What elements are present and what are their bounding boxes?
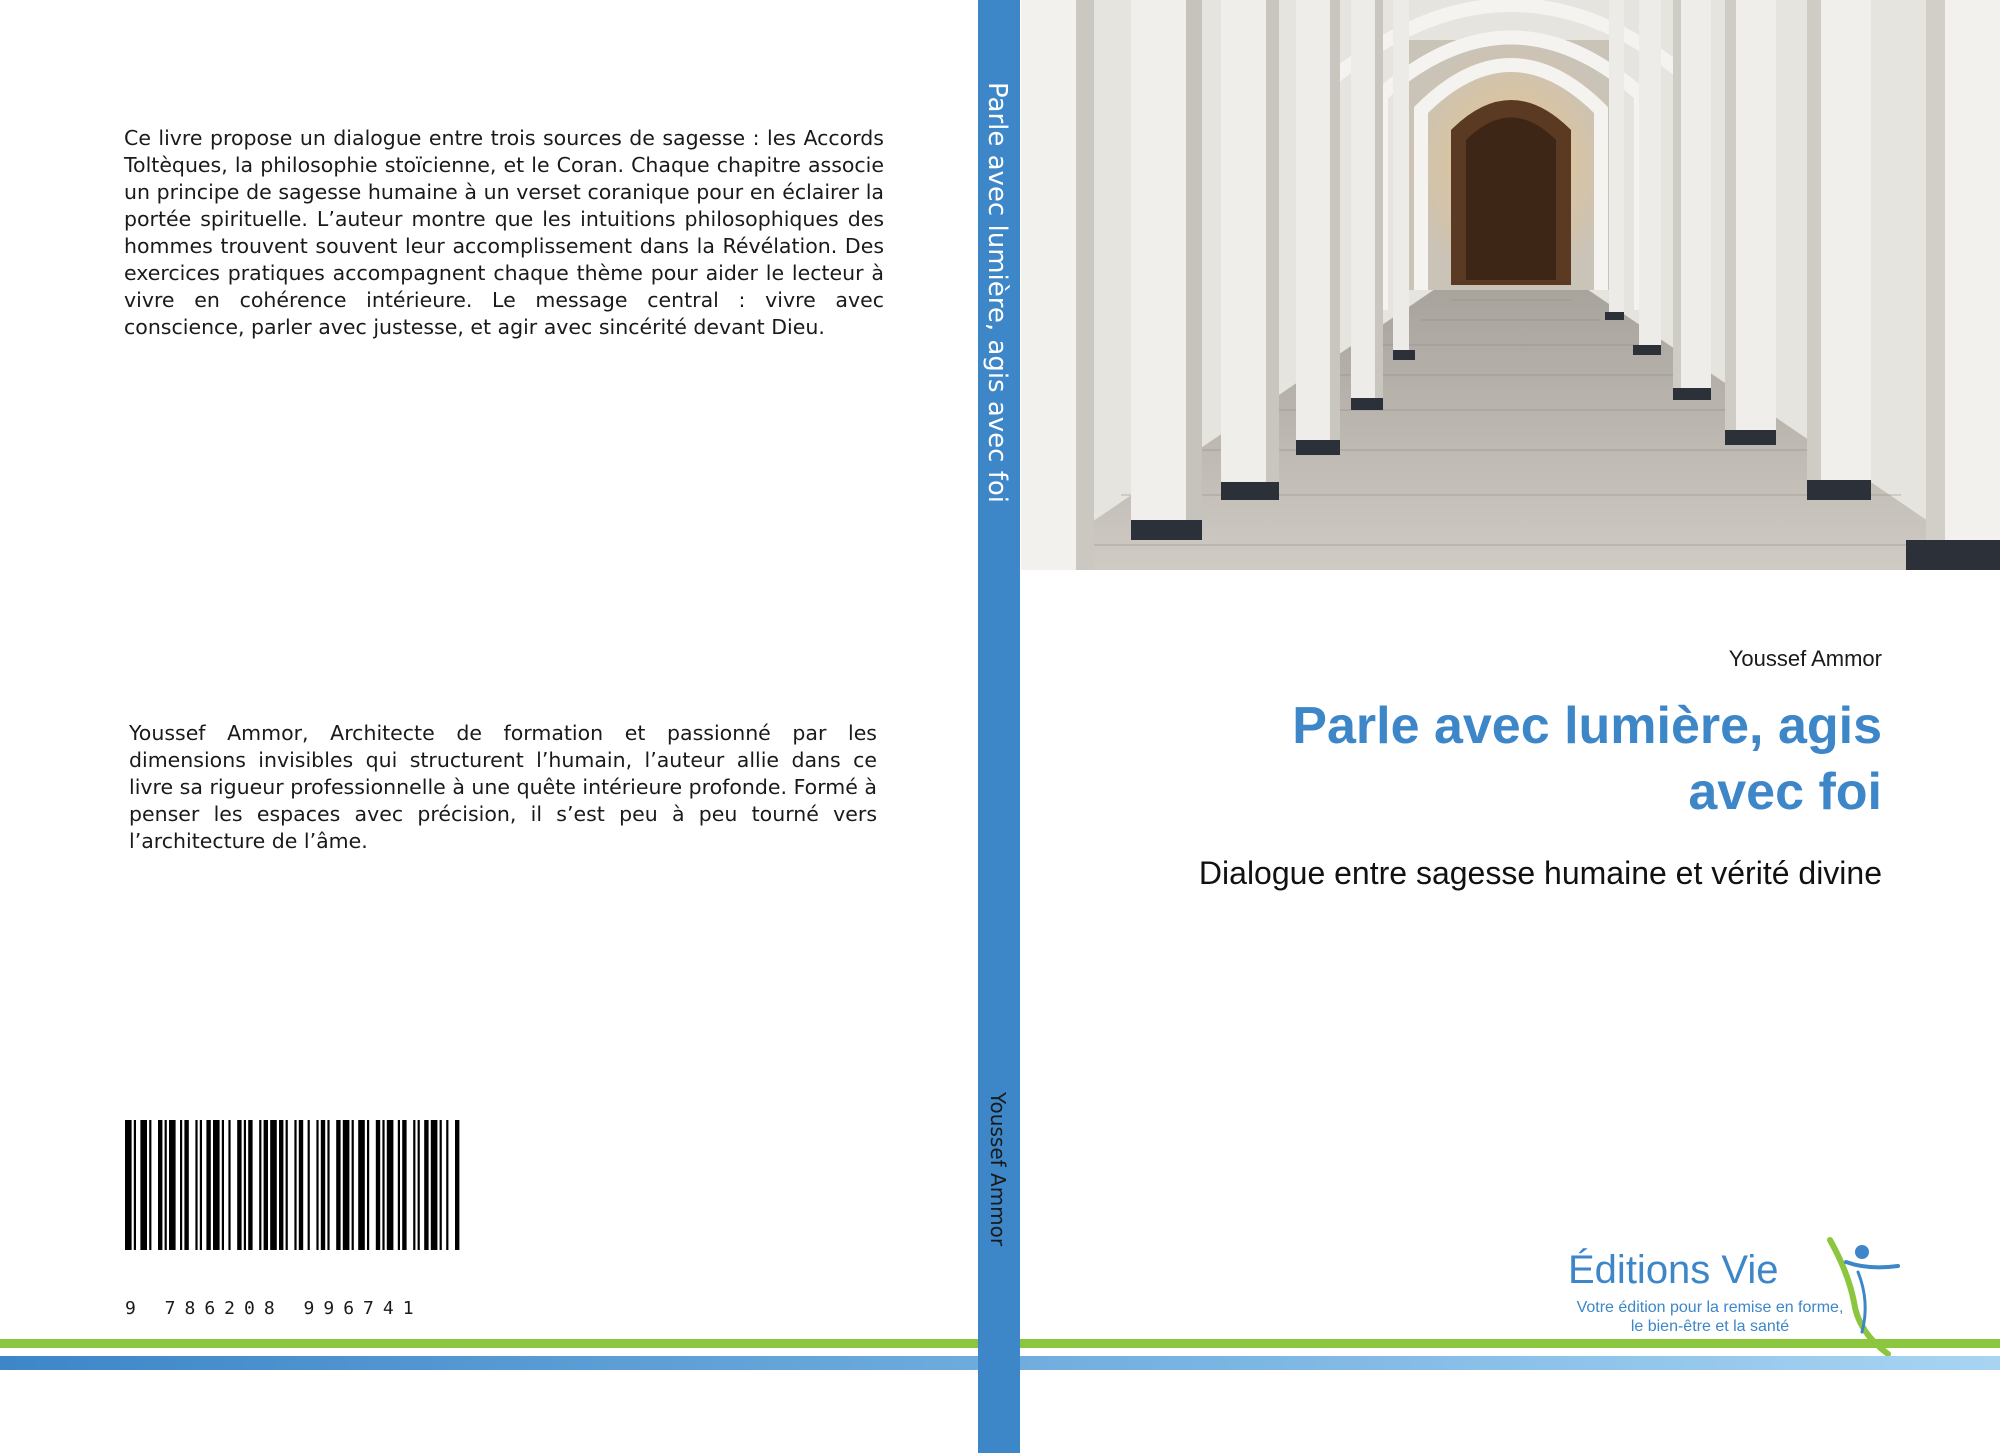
barcode-bar: [184, 1120, 188, 1250]
barcode-bar: [134, 1120, 136, 1250]
barcode-bar: [195, 1120, 197, 1250]
front-title: Parle avec lumière, agis avec foi: [1292, 697, 1882, 821]
barcode-bars: [125, 1120, 465, 1250]
barcode-bar: [279, 1120, 283, 1250]
back-cover-blurb: Ce livre propose un dialogue entre trois sources de sagesse : les Accords Toltèques, la philosophie stoïcienne, et le Coran. Chaque chapitre associe un principe de sagesse humaine à un verset coranique pour en éclairer la portée spirituelle. L’auteur montre que les intuitions philosophiques des hommes trouvent souvent leur accomplissement dans la Révélation. Des exercices pratiques accompagnent chaque thème pour aider le lecteur à vivre en cohérence intérieure. Le message central : vivre avec conscience, parler avec justesse, et agir avec sincérité devant Dieu.: [124, 126, 884, 339]
barcode-bar: [446, 1120, 448, 1250]
barcode-bar: [376, 1120, 380, 1250]
barcode-bar: [259, 1120, 261, 1250]
barcode-bar: [455, 1120, 459, 1250]
front-subtitle: Dialogue entre sagesse humaine et vérité divine: [1198, 855, 1882, 891]
barcode-bar: [169, 1120, 176, 1250]
barcode-bar: [367, 1120, 369, 1250]
barcode-bar: [431, 1120, 438, 1250]
barcode-bar: [125, 1120, 132, 1250]
barcode-bar: [387, 1120, 394, 1250]
barcode-bar: [352, 1120, 354, 1250]
barcode-bar: [424, 1120, 428, 1250]
front-author: Youssef Ammor: [1728, 646, 1882, 671]
barcode-bar: [316, 1120, 318, 1250]
barcode-bar: [321, 1120, 325, 1250]
isbn-barcode: [125, 1120, 465, 1250]
barcode-bar: [140, 1120, 147, 1250]
barcode-bar: [299, 1120, 303, 1250]
spine-bottom: [978, 1330, 1020, 1453]
barcode-bar: [402, 1120, 406, 1250]
barcode-bar: [264, 1120, 268, 1250]
barcode-bar: [398, 1120, 400, 1250]
barcode-bar: [149, 1120, 151, 1250]
cover-photo-colonnade: [1021, 0, 2000, 570]
barcode-bar: [286, 1120, 288, 1250]
barcode-bar: [244, 1120, 246, 1250]
author-bio: Youssef Ammor, Architecte de formation et passionné par les dimensions invisibles qui structurent l’humain, l’auteur allie dans ce livre sa rigueur professionnelle à une quête intérieure profonde. Formé à penser les espaces avec précision, il s’est peu à peu tourné vers l’architecture de l’âme.: [129, 721, 877, 853]
barcode-bar: [294, 1120, 296, 1250]
barcode-bar: [382, 1120, 384, 1250]
barcode-bar: [158, 1120, 162, 1250]
barcode-bar: [237, 1120, 241, 1250]
barcode-bar: [180, 1120, 182, 1250]
barcode-bar: [418, 1120, 420, 1250]
barcode-bar: [336, 1120, 340, 1250]
barcode-bar: [248, 1120, 252, 1250]
barcode-bar: [440, 1120, 442, 1250]
spine-author-text: Youssef Ammor: [986, 1092, 1010, 1247]
barcode-bar: [222, 1120, 224, 1250]
barcode-bar: [343, 1120, 350, 1250]
barcode-bar: [165, 1120, 167, 1250]
barcode-bar: [228, 1120, 230, 1250]
barcode-digits: 9 786208 996741: [125, 1298, 423, 1319]
barcode-bar: [358, 1120, 365, 1250]
barcode-bar: [327, 1120, 329, 1250]
barcode-bar: [213, 1120, 220, 1250]
barcode-bar: [200, 1120, 202, 1250]
publisher-tagline: Votre édition pour la remise en forme, le bien-être et la santé: [1576, 1299, 1844, 1335]
publisher-name: Éditions Vie: [1568, 1248, 1779, 1292]
barcode-bar: [206, 1120, 210, 1250]
barcode-bar: [308, 1120, 310, 1250]
barcode-bar: [270, 1120, 277, 1250]
barcode-bar: [413, 1120, 415, 1250]
spine-title-text: Parle avec lumière, agis avec foi: [982, 82, 1012, 504]
